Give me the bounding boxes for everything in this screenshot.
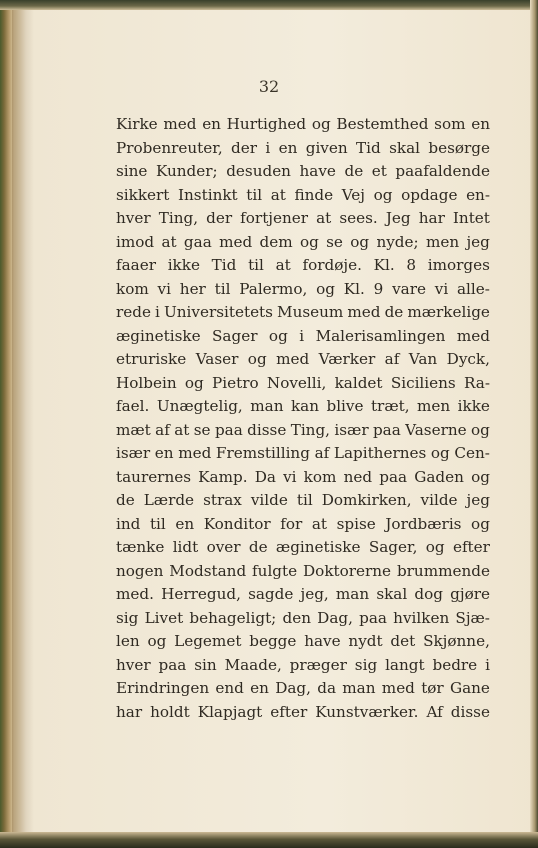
text-line: imod at gaa med dem og se og nyde; men jeg (116, 232, 490, 251)
text-line: Holbein og Pietro Novelli, kaldet Siciliens Ra- (116, 373, 490, 392)
text-line: mæt af at se paa disse Ting, især paa Vaserne og (116, 420, 490, 439)
text-line: Erindringen end en Dag, da man med tør Gane (116, 679, 490, 697)
text-line: æginetiske Sager og i Malerisamlingen med (116, 326, 490, 345)
right-edge (530, 0, 538, 848)
text-line: hver paa sin Maade, præger sig langt bedre i (116, 655, 490, 674)
text-line: nogen Modstand fulgte Doktorerne brummende (116, 561, 490, 580)
text-line: etruriske Vaser og med Værker af Van Dyck, (116, 350, 490, 368)
text-line: fael. Unægtelig, man kan blive træt, men ikke (116, 397, 490, 415)
body-text (116, 113, 490, 724)
spine-shadow (12, 10, 34, 832)
bottom-edge (0, 832, 538, 848)
text-line: med. Herregud, sagde jeg, man skal dog gjøre (116, 585, 490, 603)
text-line: hver Ting, der fortjener at sees. Jeg har Intet (116, 209, 490, 227)
text-line: ind til en Konditor for at spise Jordbæris og (116, 514, 490, 533)
text-line: len og Legemet begge have nydt det Skjønne, (116, 632, 490, 650)
text-line: især en med Fremstilling af Lapithernes og Cen- (116, 444, 490, 462)
text-line: sikkert Instinkt til at finde Vej og opdage en- (116, 185, 490, 204)
text-line: kom vi her til Palermo, og Kl. 9 vare vi alle- (116, 279, 490, 298)
page-number: 32 (258, 77, 280, 96)
top-edge (0, 0, 538, 10)
text-line: rede i Universitetets Museum med de mærkelige (116, 303, 490, 321)
text-line: har holdt Klapjagt efter Kunstværker. Af disse (116, 702, 490, 721)
text-line: sig Livet behageligt; den Dag, paa hvilken Sjæ- (116, 608, 490, 627)
text-line: de Lærde strax vilde til Domkirken, vilde jeg (116, 491, 490, 509)
text-line: taurernes Kamp. Da vi kom ned paa Gaden og (116, 467, 490, 486)
text-line: tænke lidt over de æginetiske Sager, og efter (116, 538, 490, 556)
text-line: Probenreuter, der i en given Tid skal besørge (116, 138, 490, 157)
text-line: faaer ikke Tid til at fordøje. Kl. 8 imorges (116, 256, 490, 274)
text-line: sine Kunder; desuden have de et paafaldende (116, 162, 490, 180)
text-line: Kirke med en Hurtighed og Bestemthed som en (116, 115, 490, 133)
